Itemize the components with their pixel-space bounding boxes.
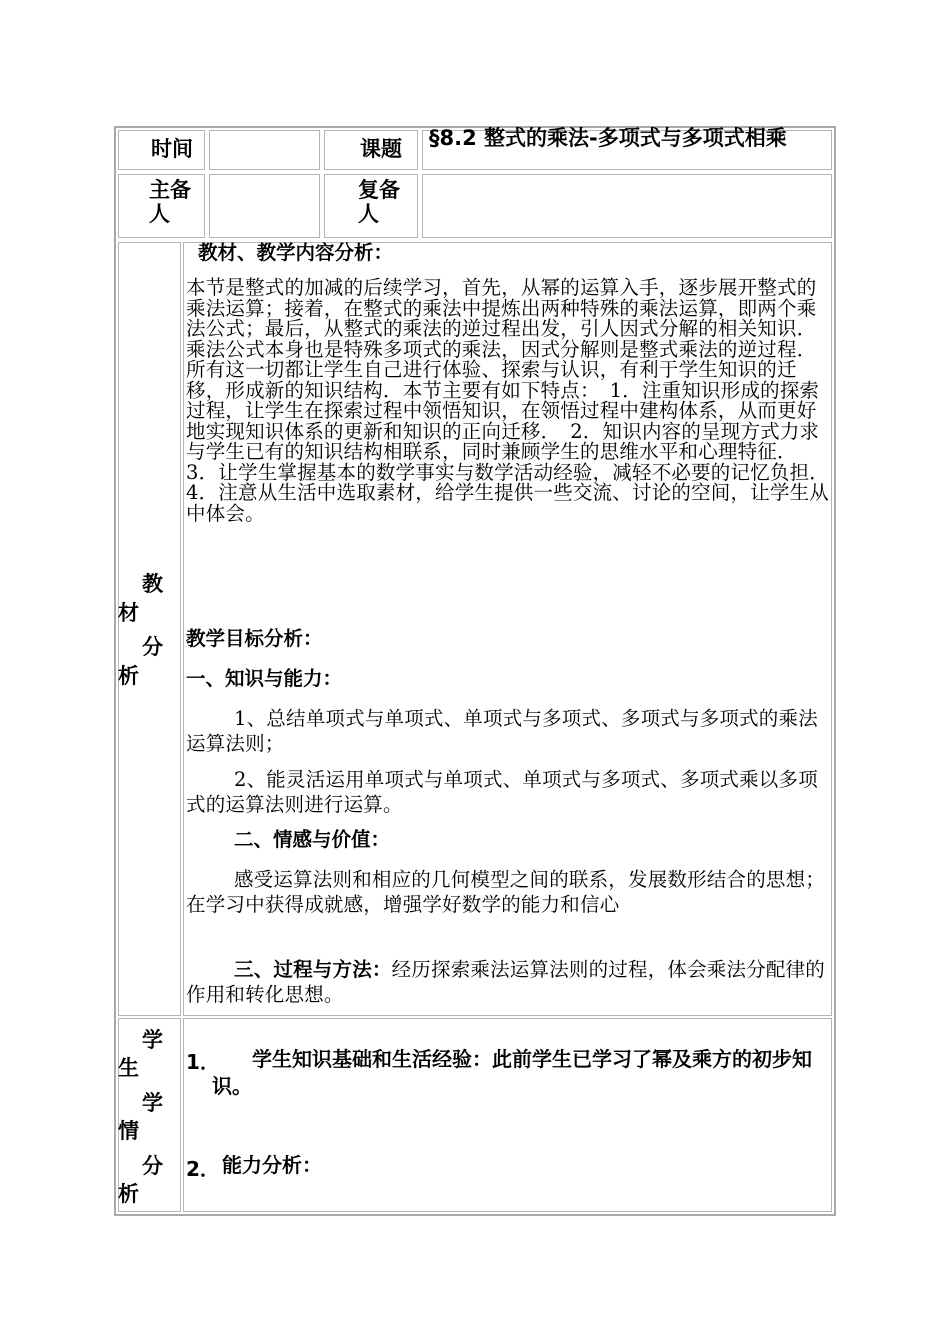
textbook-label-cell [118, 242, 181, 1016]
co-prep-label: 复备人 [358, 178, 400, 226]
textbook-side-label-4: 析 [118, 664, 139, 688]
main-prep-value-cell[interactable] [209, 174, 320, 238]
textbook-side-label-1: 教 [142, 572, 163, 596]
process-heading: 三、过程与方法： [234, 958, 392, 981]
textbook-side-label-3: 分 [142, 635, 163, 659]
student-item-2-number: 2． [186, 1157, 220, 1181]
process-text: 经历探索乘法运算法则的过程，体会乘法分配律的作用和转化思想。 [186, 958, 826, 1006]
content-analysis-heading: 教材、教学内容分析： [198, 241, 394, 264]
topic-label-cell [324, 130, 418, 170]
time-label: 时间 [151, 137, 193, 161]
process-paragraph [186, 957, 834, 1007]
knowledge-item-2: 2、能灵活运用单项式与单项式、单项式与多项式、多项式乘以多项式的运算法则进行运算。 [186, 768, 818, 816]
topic-value: §8.2 整式的乘法-多项式与多项式相乘 [429, 126, 787, 150]
emotion-heading: 二、情感与价值： [234, 828, 391, 851]
time-label-cell [118, 130, 205, 170]
time-value-cell[interactable] [209, 130, 320, 170]
textbook-side-label-2: 材 [118, 601, 139, 625]
topic-label: 课题 [360, 137, 402, 161]
student-side-label-1: 学 [142, 1028, 163, 1052]
student-item-1-number: 1． [186, 1050, 220, 1074]
student-side-label-3: 学 [142, 1091, 163, 1115]
student-item-2-text: 能力分析： [222, 1153, 322, 1177]
student-item-1-text: 学生知识基础和生活经验：此前学生已学习了幂及乘方的初步知识。 [212, 1047, 812, 1098]
student-side-label-5: 分 [142, 1154, 163, 1178]
main-prep-label: 主备人 [149, 178, 191, 226]
student-side-label-4: 情 [118, 1119, 139, 1143]
content-analysis-paragraph: 本节是整式的加减的后续学习，首先，从幂的运算入手，逐步展开整式的乘法运算；接着，在整式的乘法中提炼出两种特殊的乘法运算，即两个乘法公式；最后，从整式的乘法的逆过程出发，引人因式分解的相关知识．乘法公式本身也是特殊多项式的乘法，因式分解则是整式乘法的逆过程．所有这一切都让学生自己进行体验、探索与认识，有利于学生知识的迁移，形成新的知识结构．本节主要有如下特点： 1．注重知识形成的探索过程，让学生在探索过程中领悟知识，在领悟过程中建构体系，从而更好地实现知识体系的更新和知识的正向迁移． 2．知识内容的呈现方式力求与学生已有的知识结构相联系，同时兼顾学生的思维水平和心理特征． 3．让学生掌握基本的数学事实与数学活动经验，减轻不必要的记忆负担． 4．注意从生活中选取素材，给学生提供一些交流、讨论的空间，让学生从中体会。 [186, 276, 839, 525]
topic-value-cell [422, 126, 832, 170]
student-side-label-2: 生 [118, 1056, 139, 1080]
knowledge-heading: 一、知识与能力： [186, 667, 343, 690]
student-side-label-6: 析 [118, 1182, 139, 1206]
co-prep-label-cell [324, 174, 418, 238]
emotion-text: 感受运算法则和相应的几何模型之间的联系，发展数形结合的思想；在学习中获得成就感，增强学好数学的能力和信心 [186, 868, 826, 916]
co-prep-value-cell[interactable] [422, 174, 832, 238]
main-prep-label-cell [118, 174, 205, 238]
knowledge-item-1: 1、总结单项式与单项式、单项式与多项式、多项式与多项式的乘法运算法则； [186, 707, 818, 755]
objectives-heading: 教学目标分析： [186, 627, 323, 650]
